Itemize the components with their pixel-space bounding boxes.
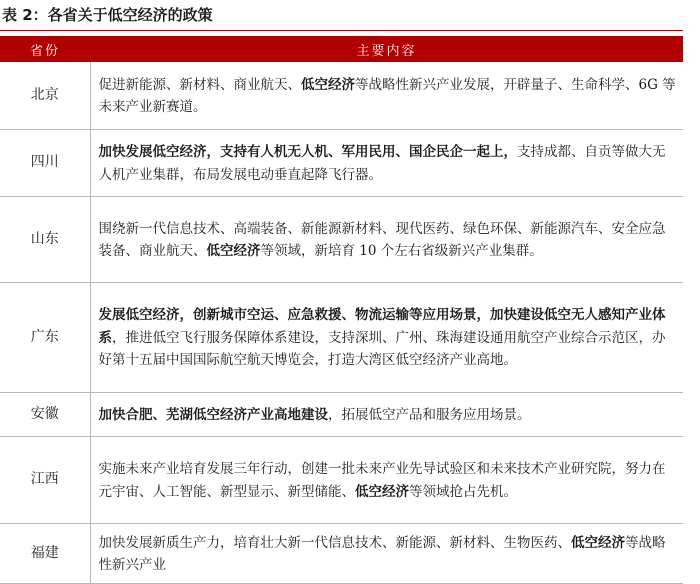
- province-cell: 福建: [0, 523, 90, 583]
- table-body: [0, 62, 683, 583]
- content-text: 等战略性新兴产业: [98, 534, 666, 573]
- content-cell: [90, 436, 683, 523]
- content-cell: [90, 392, 683, 436]
- table-row: [0, 62, 683, 129]
- province-cell: 山东: [0, 196, 90, 282]
- highlight-text: 发展低空经济，创新城市空运、应急救援、物流运输等应用场景，加快建设低空无人感知产业体系: [98, 307, 666, 346]
- policy-table: [0, 36, 683, 584]
- content-text: 等领域抢占先机。: [409, 483, 517, 500]
- table-header-row: [0, 36, 683, 62]
- content-cell: [90, 523, 683, 583]
- content-text: 支持成都、自贡等做大无人机产业集群，布局发展电动垂直起降飞行器。: [98, 144, 666, 183]
- content-text: 加快发展新质生产力，培育壮大新一代信息技术、新能源、新材料、生物医药、: [98, 534, 571, 551]
- content-text: 促进新能源、新材料、商业航天、: [98, 76, 301, 93]
- header-province: 省份: [0, 36, 90, 62]
- highlight-text: 低空经济: [301, 76, 355, 93]
- province-cell: 广东: [0, 282, 90, 392]
- table-row: [0, 282, 683, 392]
- content-text: 等领域，新培育 10 个左右省级新兴产业集群。: [260, 243, 543, 259]
- highlight-text: 加快合肥、芜湖低空经济产业高地建设: [98, 406, 328, 423]
- header-content: 主要内容: [90, 36, 683, 62]
- table-row: [0, 436, 683, 523]
- table-caption: 表 2：各省关于低空经济的政策: [2, 6, 213, 24]
- content-text: ，拓展低空产品和服务应用场景。: [328, 406, 531, 423]
- content-text: 实施未来产业培育发展三年行动，创建一批未来产业先导试验区和未来技术产业研究院，努力在元宇宙、人工智能、新型显示、新型储能、: [98, 461, 666, 500]
- caption-divider: [0, 30, 683, 31]
- highlight-text: 低空经济: [355, 483, 409, 500]
- highlight-text: 低空经济: [206, 243, 261, 259]
- content-cell: [90, 62, 683, 129]
- table-row: [0, 392, 683, 436]
- province-cell: 江西: [0, 436, 90, 523]
- content-text: 围绕新一代信息技术、高端装备、新能源新材料、现代医药、绿色环保、新能源汽车、安全应急装备、商业航天、: [98, 220, 666, 259]
- content-cell: [90, 129, 683, 196]
- content-cell: [90, 196, 683, 282]
- table-row: [0, 523, 683, 583]
- highlight-text: 加快发展低空经济，支持有人机无人机、军用民用、国企民企一起上，: [98, 144, 517, 160]
- province-cell: 四川: [0, 129, 90, 196]
- province-cell: 北京: [0, 62, 90, 129]
- content-text: ，推进低空飞行服务保障体系建设，支持深圳、广州、珠海建设通用航空产业综合示范区，办好第十五届中国国际航空航天博览会，打造大湾区低空经济产业高地。: [98, 329, 666, 369]
- content-cell: [90, 282, 683, 392]
- table-row: [0, 196, 683, 282]
- province-cell: 安徽: [0, 392, 90, 436]
- highlight-text: 低空经济: [571, 534, 625, 551]
- table-row: [0, 129, 683, 196]
- content-text: 等战略性新兴产业发展，开辟量子、生命科学、6G 等未来产业新赛道。: [98, 76, 676, 116]
